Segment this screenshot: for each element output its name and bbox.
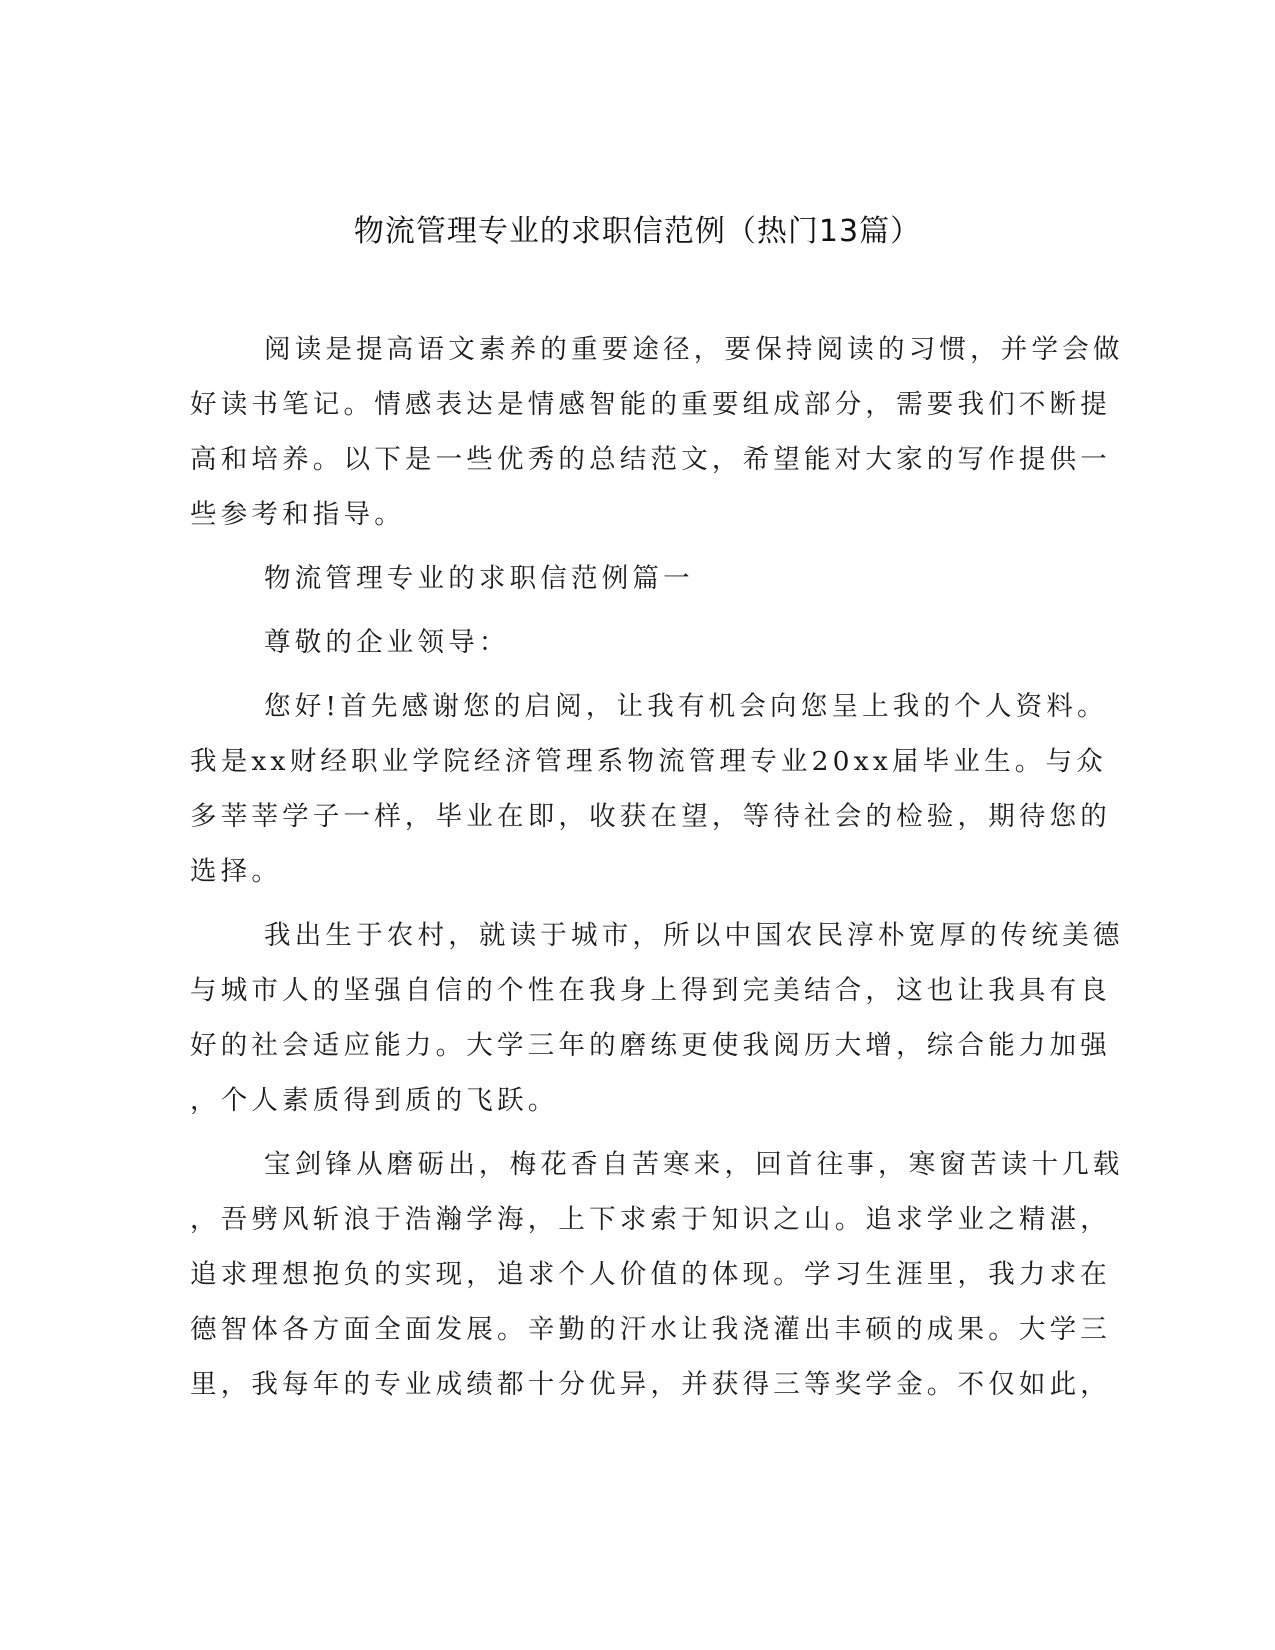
document-body	[190, 322, 1124, 1412]
paragraph-line: ，个人素质得到质的飞跃。	[190, 1085, 559, 1116]
paragraph-gap	[190, 899, 1085, 908]
salutation: 尊敬的企业领导：	[264, 627, 510, 658]
paragraph-line: 阅读是提高语文素养的重要途径，要保持阅读的习惯，并学会做	[264, 334, 1124, 365]
paragraph-gap	[190, 542, 1085, 551]
paragraph-line: 些参考和指导。	[190, 499, 405, 530]
section-heading: 物流管理专业的求职信范例篇一	[264, 563, 694, 594]
paragraph-gap	[190, 670, 1085, 679]
paragraph-line: 我出生于农村，就读于城市，所以中国农民淳朴宽厚的传统美德	[264, 920, 1124, 951]
paragraph-line: 里，我每年的专业成绩都十分优异，并获得三等奖学金。不仅如此，	[190, 1369, 1111, 1400]
paragraph-line: 选择。	[190, 856, 283, 887]
document-title: 物流管理专业的求职信范例（热门13篇）	[353, 214, 922, 249]
paragraph-line: 您好!首先感谢您的启阅，让我有机会向您呈上我的个人资料。	[264, 691, 1108, 722]
paragraph-line: 宝剑锋从磨砺出，梅花香自苦寒来，回首往事，寒窗苦读十几载	[264, 1149, 1124, 1180]
paragraph-line: ，吾劈风斩浪于浩瀚学海，上下求索于知识之山。追求学业之精湛，	[190, 1204, 1111, 1235]
paragraph-line: 我是xx财经职业学院经济管理系物流管理专业20xx届毕业生。与众	[190, 746, 1107, 777]
paragraph-line: 追求理想抱负的实现，追求个人价值的体现。学习生涯里，我力求在	[190, 1259, 1111, 1290]
paragraph-line: 好读书笔记。情感表达是情感智能的重要组成部分，需要我们不断提	[190, 389, 1111, 420]
paragraph-line: 与城市人的坚强自信的个性在我身上得到完美结合，这也让我具有良	[190, 975, 1111, 1006]
paragraph-line: 多莘莘学子一样，毕业在即，收获在望，等待社会的检验，期待您的	[190, 801, 1111, 832]
paragraph-gap	[190, 1128, 1085, 1137]
paragraph-gap	[190, 606, 1085, 615]
paragraph-line: 高和培养。以下是一些优秀的总结范文，希望能对大家的写作提供一	[190, 444, 1111, 475]
paragraph-line: 德智体各方面全面发展。辛勤的汗水让我浇灌出丰硕的成果。大学三	[190, 1314, 1111, 1345]
paragraph-line: 好的社会适应能力。大学三年的磨练更使我阅历大增，综合能力加强	[190, 1030, 1111, 1061]
